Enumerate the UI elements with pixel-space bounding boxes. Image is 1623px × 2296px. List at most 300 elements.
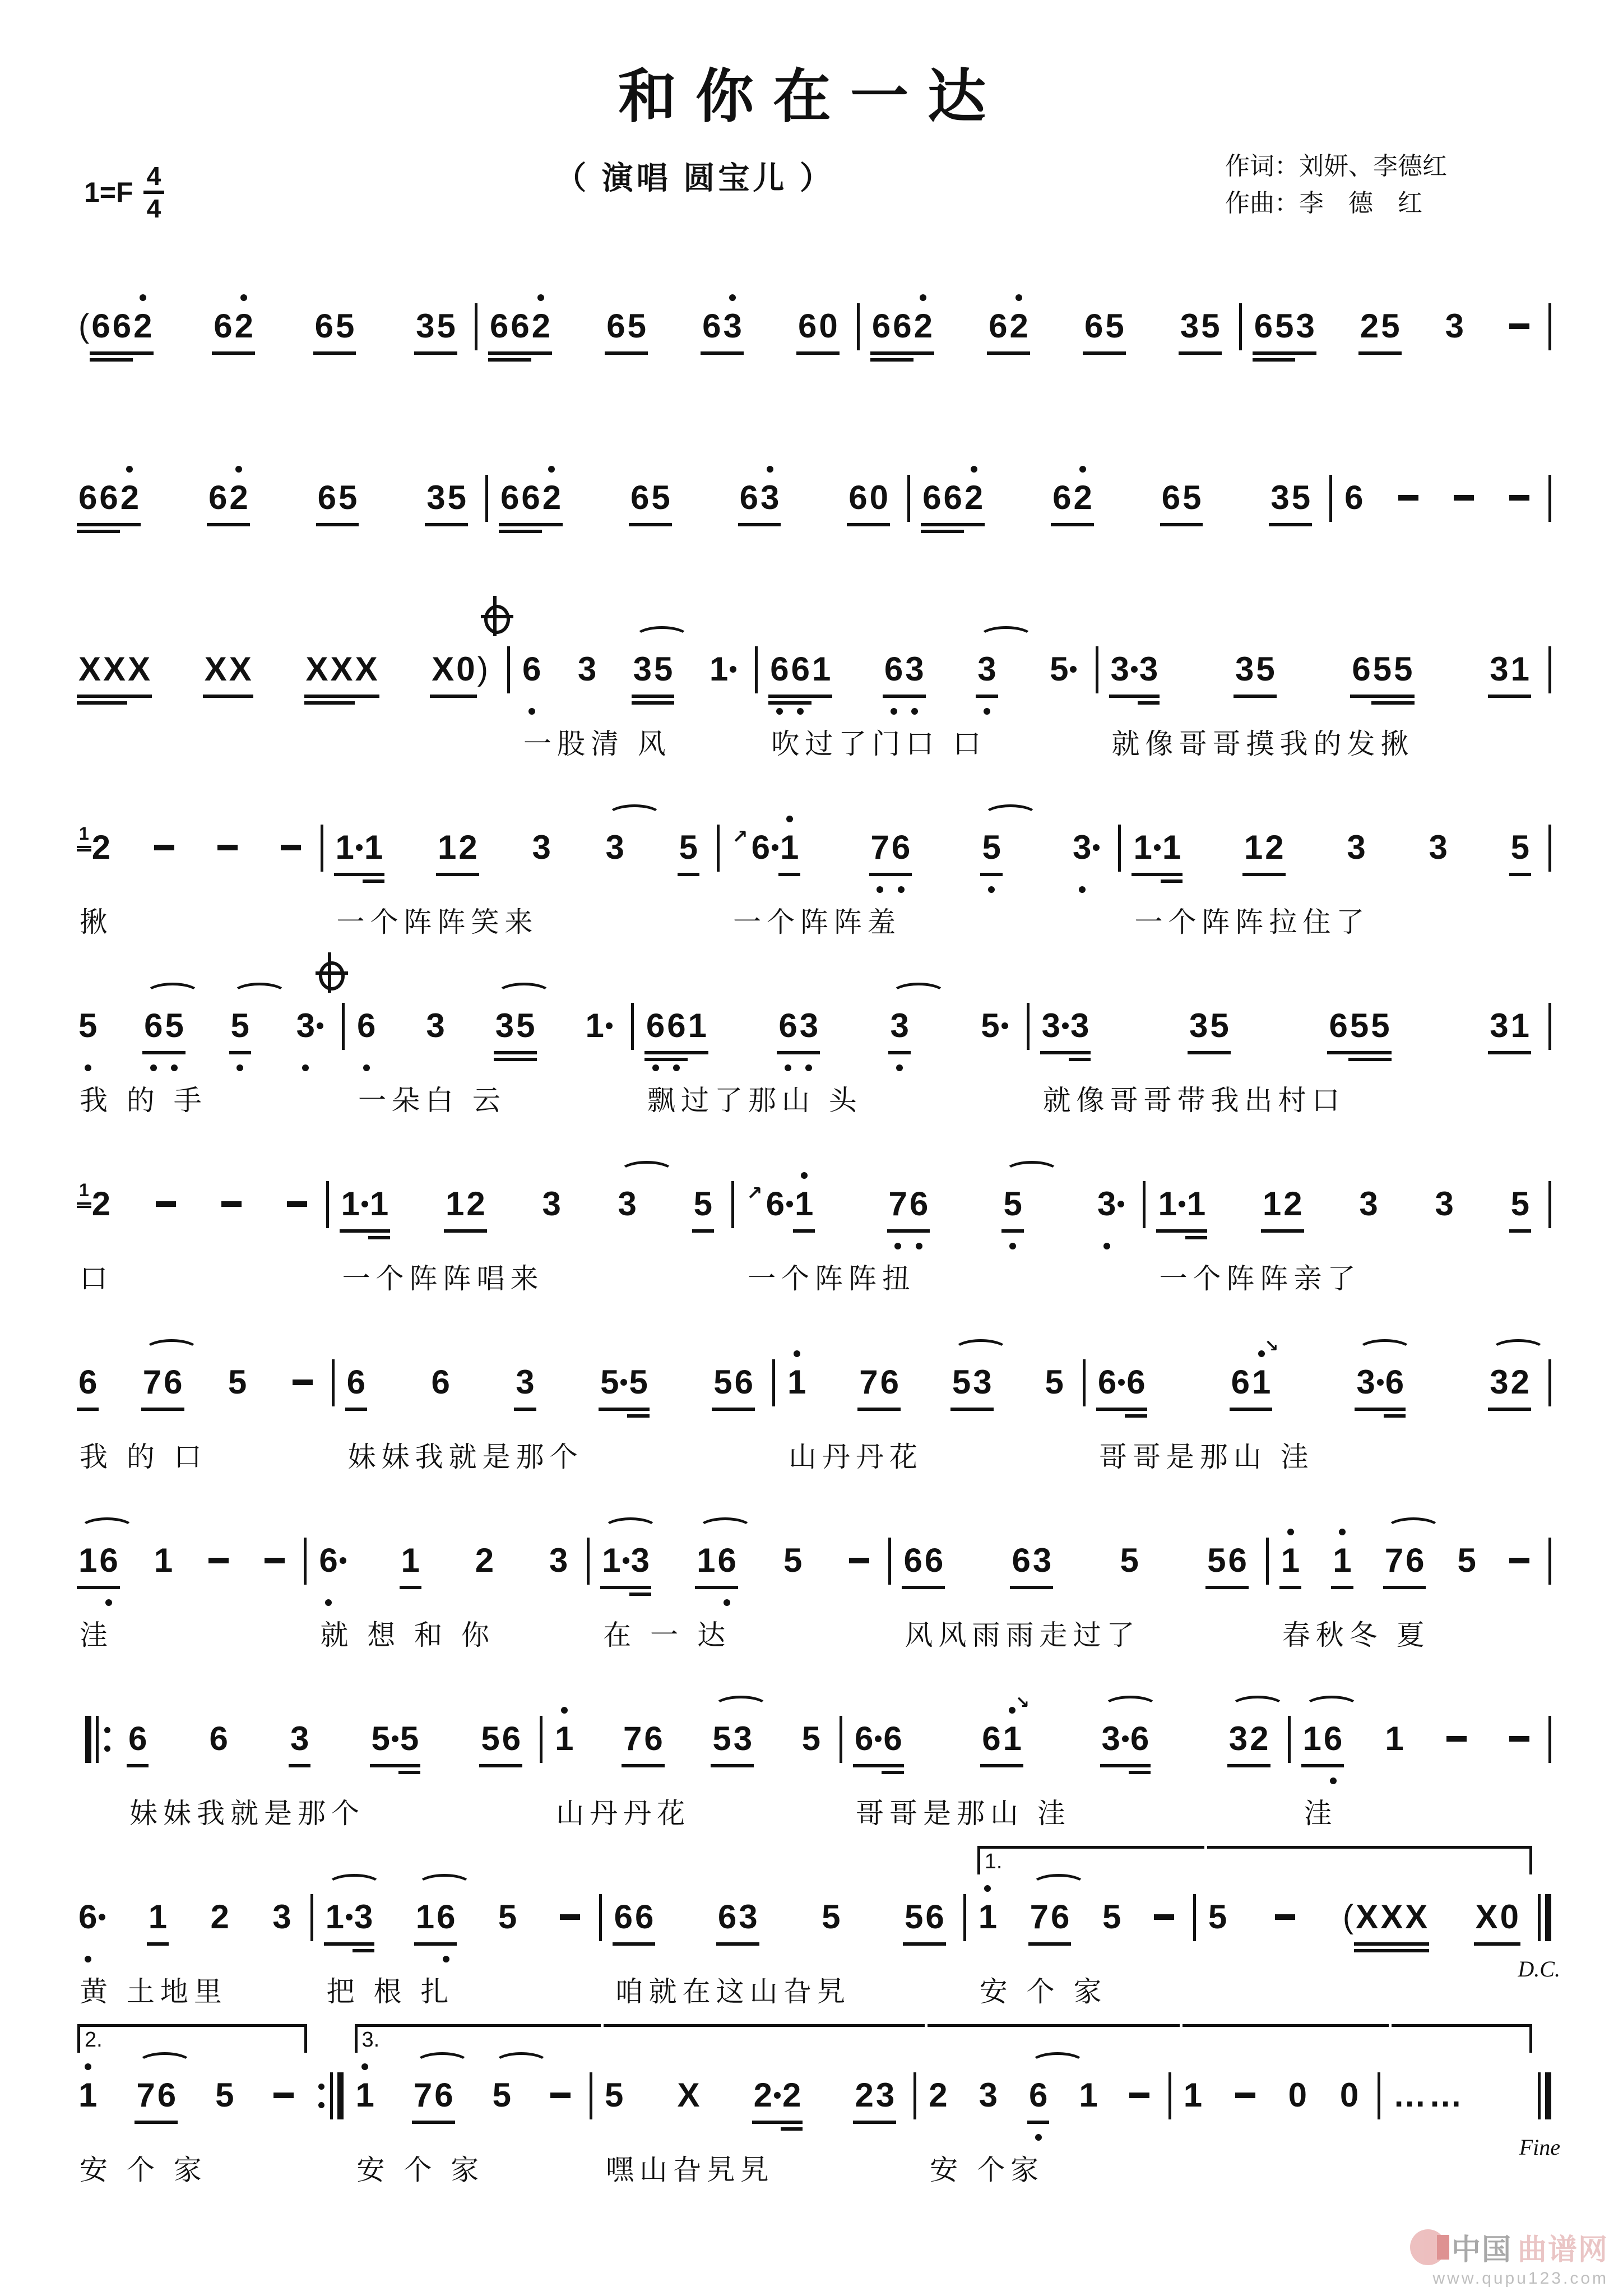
note-group <box>1041 1004 1091 1048</box>
note-group <box>1453 476 1475 520</box>
note-1: 1 <box>695 1539 716 1582</box>
measure <box>77 955 334 1118</box>
underline <box>1279 1586 1301 1589</box>
tie-arc <box>634 626 689 649</box>
note-1: 1 <box>355 2073 375 2117</box>
note-2: 2 <box>541 476 562 520</box>
note-group <box>497 1895 518 1939</box>
note-group <box>77 2073 98 2117</box>
bar <box>1118 825 1121 872</box>
lyric-line: 咱就在这山旮旯 <box>615 1975 851 2007</box>
note-6: 6 <box>1227 1539 1248 1582</box>
note-1: 1 <box>1262 1182 1282 1226</box>
measure <box>786 1311 1075 1475</box>
note-6: 6 <box>77 1895 98 1939</box>
barline-| <box>1027 1004 1030 1049</box>
barline-| <box>1548 1182 1551 1227</box>
underline <box>632 701 653 705</box>
note-group <box>286 1182 308 1226</box>
measure <box>1343 427 1541 584</box>
note-6: 6 <box>431 1363 450 1401</box>
note-dash <box>1153 1895 1175 1939</box>
barline-| <box>1548 647 1551 692</box>
underline <box>530 351 552 355</box>
bar <box>1545 2072 1551 2119</box>
volta-label: 2. <box>85 2027 103 2052</box>
barline-| <box>913 2073 916 2118</box>
note-group <box>370 1717 420 1761</box>
underline <box>781 2127 803 2131</box>
note-2: 2 <box>234 304 254 348</box>
note-group <box>314 304 356 348</box>
bar <box>857 303 860 350</box>
underline <box>810 695 832 698</box>
note-1: 1 <box>1157 1182 1177 1226</box>
barline-| <box>963 1895 966 1940</box>
underline <box>509 351 531 355</box>
note-5: 5 <box>822 1897 841 1936</box>
note-3: 3 <box>514 1360 535 1404</box>
note-group <box>1280 1539 1301 1582</box>
underline <box>796 351 818 355</box>
note-group <box>1230 1336 1279 1404</box>
lyric-line: 哥哥是那山 洼 <box>855 1797 1071 1829</box>
note-dash <box>272 2073 295 2117</box>
coda-icon <box>484 601 506 631</box>
note-X: X <box>677 2076 700 2114</box>
underline <box>1129 1764 1151 1767</box>
underline <box>1322 1764 1344 1767</box>
lyric-line: 一朵白 云 <box>358 1084 506 1116</box>
note-group <box>415 1895 457 1939</box>
header-meta <box>0 133 1623 223</box>
underline <box>1208 1051 1230 1054</box>
underline <box>887 1229 909 1233</box>
watermark-url: www.qupu123.com <box>1432 2269 1608 2288</box>
note-3: 3 <box>1228 1717 1249 1761</box>
octave-dot-below <box>984 708 990 715</box>
watermark <box>1410 2226 1608 2288</box>
bar <box>507 646 510 693</box>
note-X: X <box>1379 1895 1404 1939</box>
note-3: 3 <box>1041 1004 1061 1048</box>
lyric-line: 山丹丹花 <box>556 1797 691 1829</box>
note-6: 6 <box>77 476 98 520</box>
note-X: X <box>430 647 455 691</box>
note-2: 2 <box>1264 826 1285 869</box>
underline <box>1234 695 1255 698</box>
note-group <box>77 1539 119 1582</box>
note-group <box>1161 476 1203 520</box>
underline <box>520 523 541 526</box>
bar <box>731 1181 734 1228</box>
bar <box>1548 475 1551 522</box>
underline <box>324 1942 346 1946</box>
notes-row <box>731 826 1110 869</box>
note-1: 1 <box>794 1182 814 1226</box>
augmentation-dot <box>1069 647 1077 691</box>
underline <box>1348 1058 1370 1061</box>
tie-arc <box>983 804 1038 827</box>
note-dash <box>280 826 302 869</box>
underline <box>890 873 912 876</box>
barline-| <box>1548 304 1551 349</box>
note-0: 0 <box>818 304 838 348</box>
note-5: 5 <box>783 1541 803 1579</box>
note-group <box>77 1004 98 1048</box>
octave-dot-above <box>240 294 247 301</box>
note-group <box>289 1717 310 1761</box>
note-6: 6 <box>613 1895 634 1939</box>
underline <box>912 351 934 355</box>
note-group <box>541 1182 562 1226</box>
underline <box>514 1408 536 1411</box>
measure <box>489 255 849 412</box>
underline <box>629 523 651 526</box>
underline <box>777 1051 799 1054</box>
note-5: 5 <box>1102 1897 1121 1936</box>
lyric-line <box>871 378 1231 412</box>
note-1: 1 <box>369 1182 389 1226</box>
underline <box>1188 1051 1209 1054</box>
bar <box>907 475 910 522</box>
note-group <box>777 1004 819 1048</box>
note-2: 2 <box>531 304 551 348</box>
underline <box>1227 1764 1249 1767</box>
note-1: 1 <box>77 1179 91 1201</box>
underline <box>98 523 119 526</box>
note-group <box>622 1717 664 1761</box>
note-6: 6 <box>1328 1004 1348 1048</box>
note-…: … <box>1429 2076 1463 2114</box>
octave-dot-above <box>548 466 555 473</box>
bar <box>631 1003 634 1050</box>
note-5: 5 <box>1002 1182 1023 1226</box>
note-group <box>208 1717 229 1761</box>
underline <box>289 1764 310 1767</box>
underline <box>853 2121 875 2124</box>
underline <box>950 1408 972 1411</box>
note-group <box>1488 647 1531 691</box>
barline-| <box>1143 1182 1146 1227</box>
note-group <box>1287 2073 1308 2117</box>
octave-dot-below <box>1103 1243 1110 1249</box>
measure <box>1132 776 1541 940</box>
note-2: 2 <box>781 2073 802 2117</box>
note-6: 6 <box>883 647 904 691</box>
note-6: 6 <box>1125 1360 1146 1404</box>
note-6: 6 <box>734 1360 754 1404</box>
underline <box>752 2121 774 2124</box>
note-group <box>263 1539 286 1582</box>
dash-bar <box>1509 1558 1529 1563</box>
underline <box>446 523 468 526</box>
underline <box>1384 1408 1406 1411</box>
note-1: 1 <box>687 1004 708 1048</box>
notes-row <box>77 2073 305 2117</box>
note-group <box>356 1004 377 1048</box>
note-2: 2 <box>91 1184 111 1223</box>
notes-row <box>1097 1336 1541 1404</box>
octave-dot-below <box>877 886 883 893</box>
lyric-line: 飘过了那山 头 <box>647 1084 862 1116</box>
note-group <box>280 826 302 869</box>
note-6: 6 <box>143 1004 164 1048</box>
underline <box>738 523 760 526</box>
underline <box>768 701 790 705</box>
note-dash <box>155 1182 177 1226</box>
note-3: 3 <box>632 647 653 691</box>
notes-row <box>977 1895 1185 1939</box>
note-group <box>143 1004 185 1048</box>
note-group <box>1510 1182 1531 1226</box>
note-5: 5 <box>399 1717 420 1761</box>
lyric-line <box>499 550 899 584</box>
note-3: 3 <box>415 304 435 348</box>
note-3: 3 <box>889 1004 910 1048</box>
underline <box>976 695 998 698</box>
underline <box>908 1229 930 1233</box>
octave-dot-below <box>805 1064 812 1071</box>
note-5: 5 <box>650 476 671 520</box>
notes-row <box>1280 1539 1541 1582</box>
tie-arc <box>137 2052 192 2075</box>
underline <box>1358 351 1380 355</box>
underline <box>1008 351 1030 355</box>
note-group <box>291 1360 314 1404</box>
note-group <box>207 1539 230 1582</box>
underline <box>1355 1408 1376 1411</box>
barline-| <box>587 1539 590 1584</box>
meter-numerator: 4 <box>143 163 165 194</box>
note-X: X <box>203 647 228 691</box>
measure <box>77 1133 318 1297</box>
augmentation-dot <box>1092 826 1100 869</box>
underline <box>541 523 563 526</box>
note-6: 6 <box>717 1895 738 1939</box>
octave-dot-below <box>785 1064 791 1071</box>
barline-| <box>310 1895 313 1940</box>
note-group <box>1384 1717 1404 1761</box>
augmentation-dot <box>1121 1717 1129 1761</box>
underline <box>733 1408 755 1411</box>
note-group <box>1072 826 1100 869</box>
note-group <box>753 2073 803 2117</box>
tie-arc <box>494 2052 549 2075</box>
note-group <box>1097 1360 1147 1404</box>
note-group <box>127 1717 148 1761</box>
tie-arc <box>1030 2052 1085 2075</box>
note-5: 5 <box>1393 647 1413 691</box>
augmentation-dot <box>622 1539 630 1582</box>
underline <box>370 1764 392 1767</box>
note-group <box>77 1360 98 1404</box>
underline <box>695 1586 717 1589</box>
note-group <box>1044 1360 1064 1404</box>
underline <box>903 1942 925 1946</box>
lyric-line: 安 个 家 <box>979 1975 1107 2007</box>
note-1: 1 <box>1510 1004 1531 1048</box>
note-6: 6 <box>882 1717 903 1761</box>
note-6: 6 <box>521 647 542 691</box>
underline <box>77 523 99 526</box>
underline <box>499 530 521 533</box>
underline <box>1354 1942 1380 1946</box>
underline <box>722 351 744 355</box>
underline <box>340 1229 361 1233</box>
note-6: 6 <box>942 476 963 520</box>
volta-bracket <box>77 2024 307 2053</box>
note-group <box>437 826 479 869</box>
note-group <box>1434 1182 1454 1226</box>
underline <box>316 523 338 526</box>
note-2: 2 <box>1282 1182 1303 1226</box>
underline <box>304 701 330 705</box>
coda-icon <box>319 958 340 987</box>
note-6: 6 <box>629 476 650 520</box>
note-group <box>1355 1360 1405 1404</box>
note-X: X <box>127 647 151 691</box>
tie-arc <box>1357 1339 1412 1362</box>
note-1: 1 <box>77 822 91 845</box>
augmentation-dot <box>729 647 737 691</box>
note-group <box>1243 826 1285 869</box>
octave-dot-above <box>140 294 146 301</box>
note-group <box>1444 304 1465 348</box>
underline <box>1509 1229 1531 1233</box>
watermark-site-a: 中国 <box>1451 2234 1512 2266</box>
underline <box>678 873 699 876</box>
note-group <box>889 1004 910 1048</box>
lyric-line <box>1343 550 1541 584</box>
note-group <box>1508 304 1531 348</box>
underline <box>1331 1586 1353 1589</box>
watermark-site-b: 曲谱网 <box>1517 2234 1608 2266</box>
note-1: 1 <box>1132 826 1153 869</box>
augmentation-dot <box>620 1360 628 1404</box>
barline-| <box>1548 476 1551 521</box>
octave-dot-below <box>911 708 918 715</box>
measure <box>77 1489 296 1653</box>
tie-arc <box>145 983 200 1005</box>
measure <box>731 776 1110 940</box>
lyric-line <box>489 378 849 412</box>
barline-| <box>1239 304 1242 349</box>
underline <box>1509 1408 1531 1411</box>
note-6: 6 <box>879 1360 900 1404</box>
note-5: 5 <box>1349 1004 1370 1048</box>
note-3: 3 <box>617 1182 638 1226</box>
note-group <box>1359 304 1401 348</box>
note-group <box>1157 1182 1207 1226</box>
lyric-line: 安 个 家 <box>80 2154 207 2186</box>
tie-arc <box>1386 1517 1441 1540</box>
system-3 <box>77 598 1562 762</box>
note-7: 7 <box>622 1717 643 1761</box>
note-3: 3 <box>630 1539 651 1582</box>
barline-| <box>342 1004 345 1049</box>
underline <box>847 523 869 526</box>
dash-bar <box>273 2093 294 2098</box>
note-group <box>480 1717 522 1761</box>
underline <box>712 1408 734 1411</box>
note-3: 3 <box>425 476 446 520</box>
underline <box>435 351 457 355</box>
underline <box>90 358 112 362</box>
underline <box>433 2121 455 2124</box>
underline <box>1250 1408 1272 1411</box>
note-dash <box>1445 1717 1468 1761</box>
note-3: 3 <box>272 1897 291 1936</box>
underline <box>1474 1942 1500 1946</box>
note-group <box>272 2073 295 2117</box>
barline-| <box>1168 2073 1171 2118</box>
bar <box>1548 1181 1551 1228</box>
underline <box>425 523 447 526</box>
note-2: 2 <box>91 828 111 866</box>
dash-bar <box>154 845 174 850</box>
note-6: 6 <box>739 476 759 520</box>
note-6: 6 <box>489 304 509 348</box>
underline <box>1290 523 1312 526</box>
measure <box>1183 2024 1370 2181</box>
lyric-line: 我 的 手 <box>80 1084 207 1116</box>
note-3: 3 <box>1355 1360 1376 1404</box>
underline <box>163 1051 185 1054</box>
note-group <box>1510 826 1531 869</box>
note-0: 0 <box>1499 1895 1520 1939</box>
underline <box>147 1942 169 1946</box>
note-group <box>1351 647 1413 691</box>
octave-dot-above <box>1339 1529 1346 1535</box>
notes-row <box>77 1004 334 1048</box>
note-6: 6 <box>1323 1717 1343 1761</box>
octave-dot-below <box>988 886 995 893</box>
underline <box>1001 1229 1023 1233</box>
barline-| <box>1548 1539 1551 1584</box>
note-5: 5 <box>1120 1541 1139 1579</box>
note-3: 3 <box>875 2073 896 2117</box>
note-1: 1 <box>77 1539 98 1582</box>
system-10 <box>77 1846 1562 2010</box>
underline <box>488 358 510 362</box>
note-group <box>400 1539 421 1582</box>
bar <box>1548 1003 1551 1050</box>
notes-row <box>77 476 477 520</box>
note-group <box>977 1895 998 1939</box>
note-6: 6 <box>435 1895 456 1939</box>
underline <box>1129 1771 1151 1774</box>
note-6: 6 <box>520 476 541 520</box>
bar <box>772 1359 775 1406</box>
underline <box>509 358 531 362</box>
note-group <box>617 1182 638 1226</box>
note-5: 5 <box>228 1363 247 1401</box>
note-group <box>1358 1182 1379 1226</box>
bar <box>587 1538 590 1585</box>
note-(: ( <box>1342 1898 1354 1935</box>
system-11 <box>77 2024 1562 2188</box>
underline <box>737 1942 759 1946</box>
underline <box>1160 523 1182 526</box>
augmentation-dot <box>98 1895 106 1939</box>
note-group <box>708 647 737 691</box>
tie-arc <box>603 1517 658 1540</box>
note-group <box>883 647 925 691</box>
slide-up-icon: ↗ <box>746 1182 763 1204</box>
note-1: 1 <box>363 826 384 869</box>
note-6: 6 <box>1129 1717 1150 1761</box>
